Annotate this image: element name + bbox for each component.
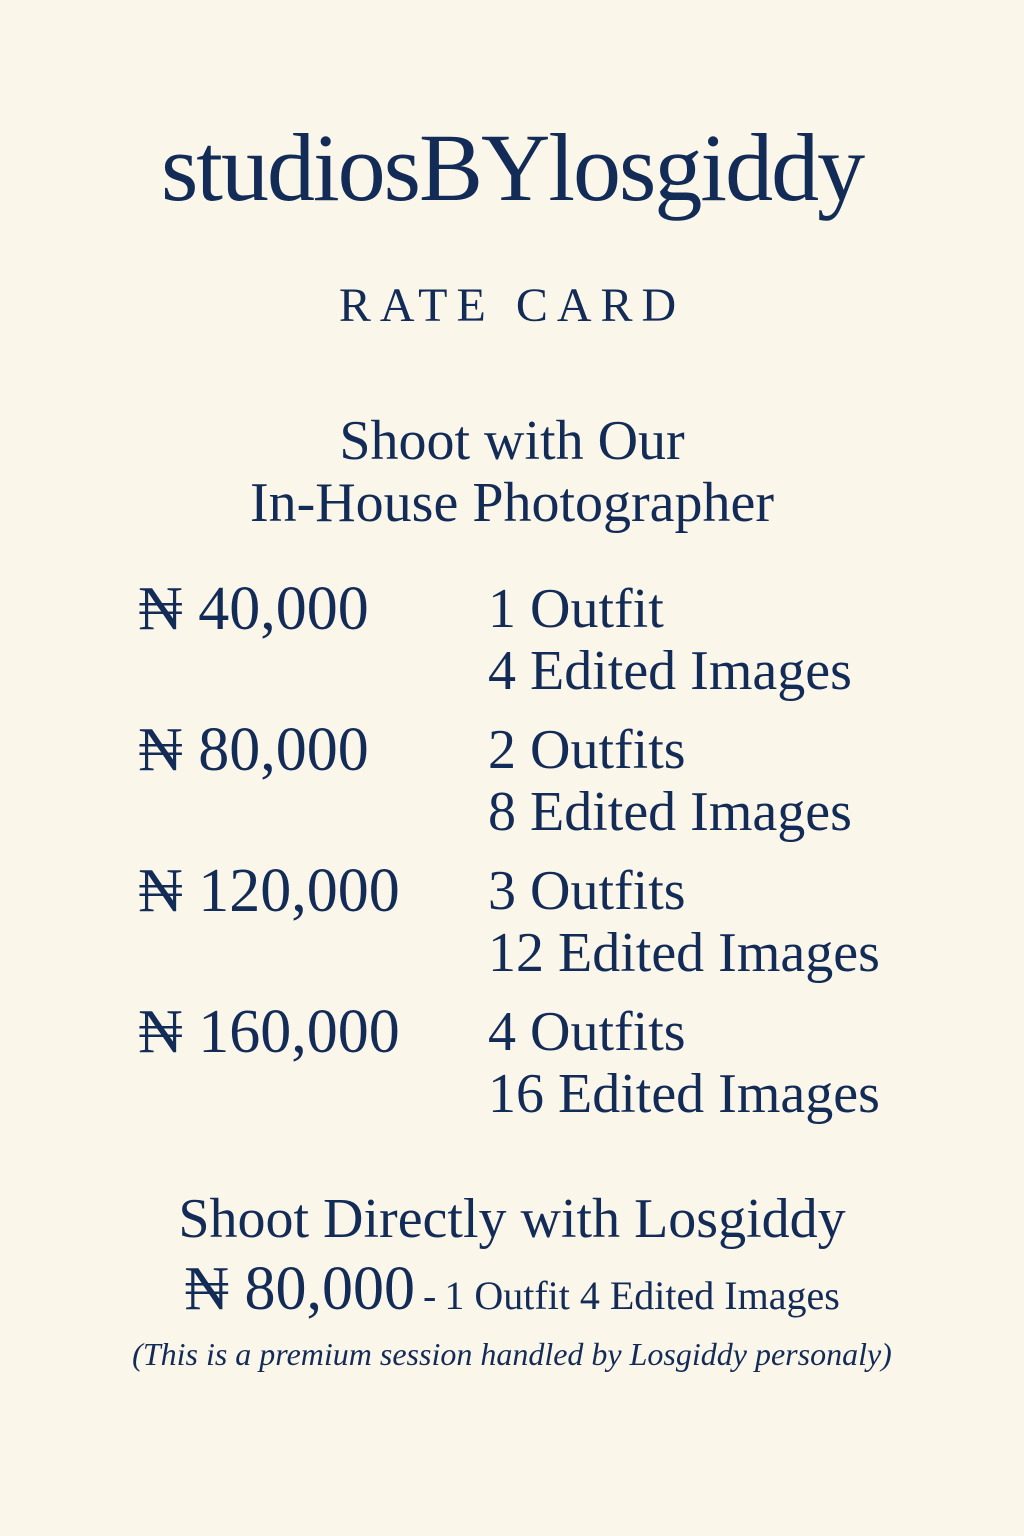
rate-price: ₦ 120,000 xyxy=(138,857,400,925)
direct-session-separator: - xyxy=(422,1273,437,1318)
rate-images: 4 Edited Images xyxy=(488,640,852,702)
rate-card-subtitle: RATE CARD xyxy=(338,279,686,332)
rate-images: 8 Edited Images xyxy=(488,781,852,843)
rate-price: ₦ 40,000 xyxy=(138,575,369,643)
rate-row xyxy=(138,857,938,1001)
rate-description xyxy=(488,578,938,702)
rate-outfits: 2 Outfits xyxy=(488,719,686,781)
direct-session-detail: 1 Outfit 4 Edited Images xyxy=(444,1273,840,1318)
rate-description xyxy=(488,719,938,843)
direct-session-title: Shoot Directly with Losgiddy xyxy=(178,1188,846,1250)
rate-description xyxy=(488,1001,938,1125)
rate-outfits: 3 Outfits xyxy=(488,860,686,922)
brand-title: studiosBYlosgiddy xyxy=(160,114,864,221)
rate-outfits: 1 Outfit xyxy=(488,578,664,640)
rate-images: 12 Edited Images xyxy=(488,922,880,984)
direct-session-offer xyxy=(0,1255,1024,1323)
rate-row xyxy=(138,575,938,719)
section-title-line-2: In-House Photographer xyxy=(249,472,775,534)
rate-row xyxy=(138,998,938,1142)
rate-list xyxy=(138,575,938,1142)
rate-outfits: 4 Outfits xyxy=(488,1001,686,1063)
premium-session-note: (This is a premium session handled by Losgiddy personaly) xyxy=(132,1336,892,1372)
rate-description xyxy=(488,860,938,984)
rate-price: ₦ 80,000 xyxy=(138,716,369,784)
direct-session-price: ₦ 80,000 xyxy=(184,1255,415,1323)
rate-images: 16 Edited Images xyxy=(488,1063,880,1125)
rate-price: ₦ 160,000 xyxy=(138,998,400,1066)
rate-row xyxy=(138,716,938,860)
section-title-line-1: Shoot with Our xyxy=(339,410,685,472)
in-house-section-title xyxy=(0,410,1024,534)
